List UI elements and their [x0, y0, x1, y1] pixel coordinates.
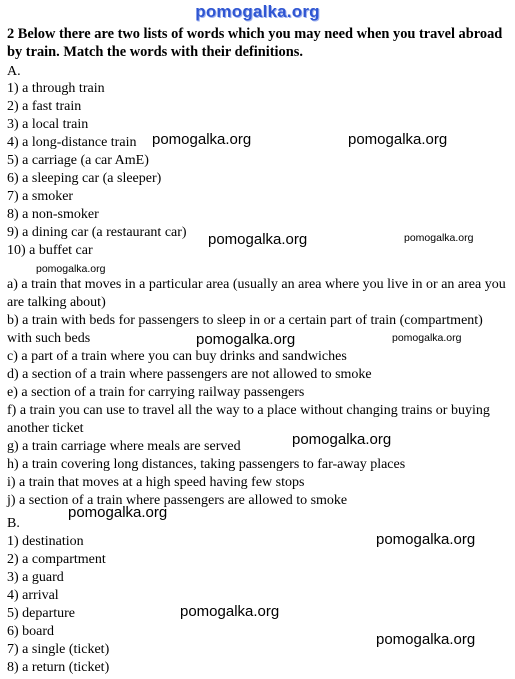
watermark-text: pomogalka.org — [180, 603, 280, 620]
list-a-item: 4) a long-distance train — [7, 135, 137, 150]
section-b-label: B. — [7, 516, 20, 531]
list-a-item: 1) a through train — [7, 81, 105, 96]
definition-item: i) a train that moves at a high speed having few stops — [7, 475, 305, 490]
watermark-text: pomogalka.org — [68, 504, 168, 521]
watermark-text: pomogalka.org — [152, 131, 252, 148]
definition-item: b) a train with beds for passengers to sleep in or a certain part of train (compartment) with such beds — [7, 313, 483, 346]
list-a-item: 3) a local train — [7, 117, 89, 132]
watermark-text: pomogalka.org — [376, 531, 476, 548]
list-a-item: 9) a dining car (a restaurant car) — [7, 225, 187, 240]
list-b-item: 7) a single (ticket) — [7, 642, 110, 657]
definition-item: e) a section of a train for carrying railway passengers — [7, 385, 305, 400]
section-a-label: A. — [7, 64, 21, 79]
definition-item: h) a train covering long distances, taking passengers to far-away places — [7, 457, 406, 472]
definition-item: d) a section of a train where passengers are not allowed to smoke — [7, 367, 372, 382]
watermark-text: pomogalka.org — [36, 263, 106, 275]
watermark-text: pomogalka.org — [348, 131, 448, 148]
definition-item: f) a train you can use to travel all the way to a place without changing trains or buying another ticket — [7, 403, 490, 436]
list-a-item: 2) a fast train — [7, 99, 82, 114]
list-a-item: 7) a smoker — [7, 189, 74, 204]
list-b-item: 4) arrival — [7, 588, 59, 603]
watermark-text: pomogalka.org — [404, 232, 474, 244]
list-b-item: 6) board — [7, 624, 55, 639]
list-a-item: 5) a carriage (a car AmE) — [7, 153, 149, 168]
definition-item: c) a part of a train where you can buy drinks and sandwiches — [7, 349, 347, 364]
watermark-text: pomogalka.org — [196, 331, 296, 348]
list-a-item: 10) a buffet car — [7, 243, 93, 258]
list-b-item: 3) a guard — [7, 570, 64, 585]
exercise-heading: 2 Below there are two lists of words which you may need when you travel abroad by train. Match the words with their definitions. — [7, 26, 503, 60]
watermark-text: pomogalka.org — [392, 332, 462, 344]
list-a-item: 8) a non-smoker — [7, 207, 99, 222]
definition-item: g) a train carriage where meals are served — [7, 439, 241, 454]
definition-item: a) a train that moves in a particular area (usually an area where you live in or an area you are talking about) — [7, 277, 506, 310]
list-b-item: 2) a compartment — [7, 552, 106, 567]
site-logo[interactable]: pomogalka.org — [195, 2, 320, 21]
watermark-text: pomogalka.org — [292, 431, 392, 448]
watermark-text: pomogalka.org — [208, 231, 308, 248]
watermark-text: pomogalka.org — [376, 631, 476, 648]
list-b-item: 5) departure — [7, 606, 76, 621]
definition-item: j) a section of a train where passengers are allowed to smoke — [7, 493, 348, 508]
list-b-item: 8) a return (ticket) — [7, 660, 110, 675]
list-b-item: 1) destination — [7, 534, 84, 549]
list-a-item: 6) a sleeping car (a sleeper) — [7, 171, 162, 186]
